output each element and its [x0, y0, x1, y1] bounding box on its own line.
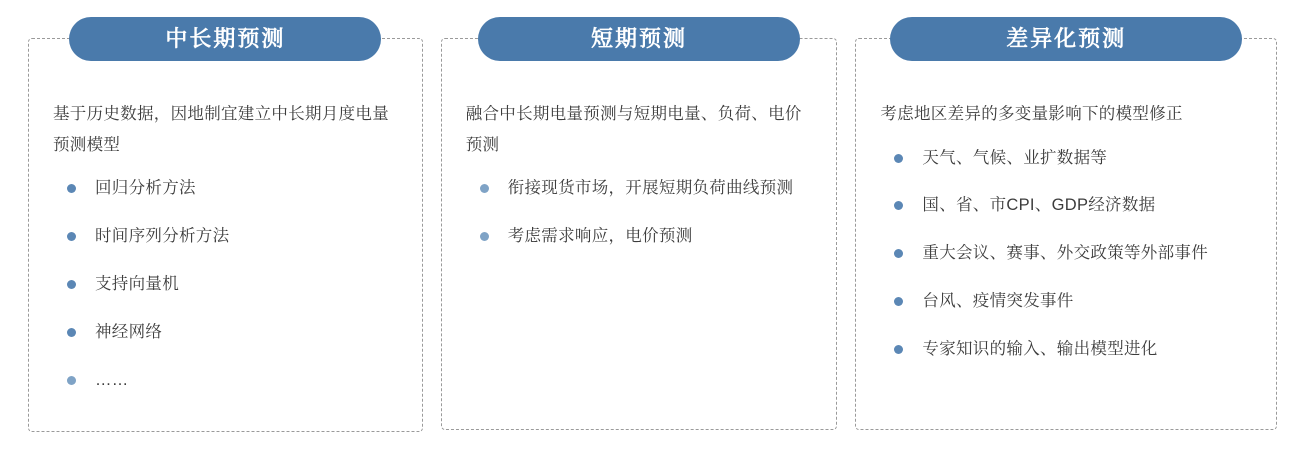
panel-title: 差异化预测 — [890, 17, 1242, 61]
bullet-dot-icon — [67, 184, 76, 193]
bullet-dot-icon — [480, 184, 489, 193]
bullet-dot-icon — [67, 376, 76, 385]
list-item — [878, 144, 1254, 173]
list-item-label: 台风、疫情突发事件 — [922, 292, 1074, 311]
bullet-list — [878, 144, 1254, 364]
panel-title: 短期预测 — [478, 17, 800, 61]
panel-short-term-forecast — [441, 26, 838, 430]
bullet-dot-icon — [894, 249, 903, 258]
panel-title: 中长期预测 — [69, 17, 381, 61]
list-item-label: 时间序列分析方法 — [95, 226, 230, 245]
bullet-dot-icon — [67, 280, 76, 289]
list-item-label: …… — [95, 370, 129, 389]
list-item — [878, 335, 1254, 364]
list-item-label: 衔接现货市场，开展短期负荷曲线预测 — [507, 179, 794, 198]
panel-intro: 融合中长期电量预测与短期电量、负荷、电价预测 — [465, 105, 802, 154]
bullet-dot-icon — [67, 328, 76, 337]
list-item-label: 神经网络 — [95, 322, 163, 341]
list-item — [51, 366, 400, 395]
list-item-label: 支持向量机 — [95, 274, 179, 293]
bullet-list — [51, 174, 400, 394]
bullet-list — [464, 174, 815, 251]
list-item-label: 专家知识的输入、输出模型进化 — [922, 340, 1158, 359]
list-item — [878, 287, 1254, 316]
panel-differentiated-forecast — [855, 26, 1277, 430]
list-item-label: 天气、气候、业扩数据等 — [922, 148, 1108, 167]
list-item — [464, 222, 815, 251]
bullet-dot-icon — [894, 297, 903, 306]
list-item-label: 回归分析方法 — [95, 179, 196, 198]
bullet-dot-icon — [894, 201, 903, 210]
list-item — [51, 174, 400, 203]
list-item — [51, 222, 400, 251]
bullet-dot-icon — [480, 232, 489, 241]
list-item — [878, 191, 1254, 220]
list-item — [878, 239, 1254, 268]
bullet-dot-icon — [67, 232, 76, 241]
bullet-dot-icon — [894, 345, 903, 354]
panel-intro: 考虑地区差异的多变量影响下的模型修正 — [880, 105, 1183, 123]
list-item-label: 重大会议、赛事、外交政策等外部事件 — [922, 244, 1208, 263]
bullet-dot-icon — [894, 154, 903, 163]
list-item-label: 考虑需求响应，电价预测 — [507, 226, 693, 245]
panel-intro: 基于历史数据，因地制宜建立中长期月度电量预测模型 — [53, 105, 389, 154]
list-item — [51, 318, 400, 347]
list-item — [464, 174, 815, 203]
panel-long-term-forecast — [28, 26, 423, 432]
list-item-label: 国、省、市CPI、GDP经济数据 — [922, 196, 1156, 215]
list-item — [51, 270, 400, 299]
